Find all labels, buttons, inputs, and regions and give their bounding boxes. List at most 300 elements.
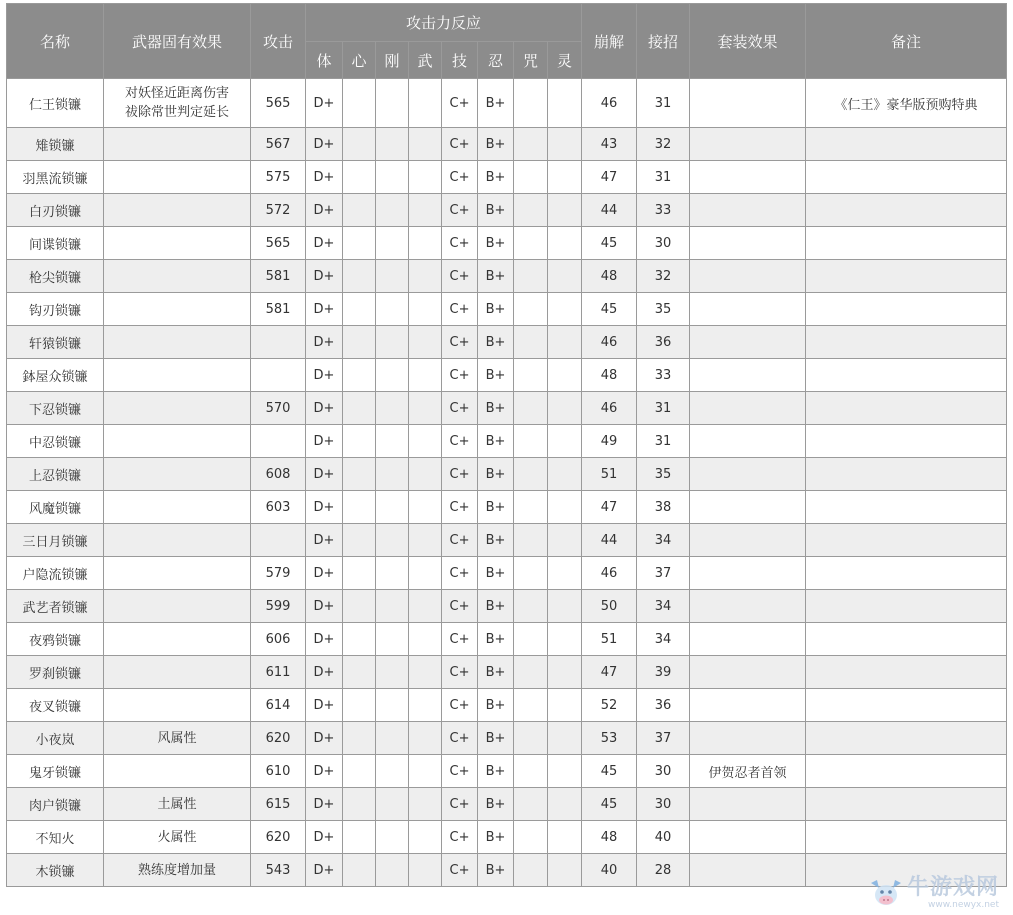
cell-reaction bbox=[548, 524, 582, 557]
cell-reaction bbox=[548, 227, 582, 260]
table-row bbox=[7, 260, 1007, 293]
cell-reaction bbox=[548, 755, 582, 788]
cell-break: 46 bbox=[582, 79, 637, 128]
cell-reaction bbox=[548, 128, 582, 161]
cell-reaction bbox=[343, 293, 376, 326]
cell-attack: 614 bbox=[251, 689, 306, 722]
cell-reaction bbox=[343, 128, 376, 161]
table-row bbox=[7, 491, 1007, 524]
table-row bbox=[7, 293, 1007, 326]
cell-reaction bbox=[514, 590, 548, 623]
cell-reaction: C+ bbox=[442, 260, 478, 293]
cell-reaction: C+ bbox=[442, 854, 478, 887]
table-row bbox=[7, 392, 1007, 425]
cell-note bbox=[806, 524, 1007, 557]
cell-attack: 620 bbox=[251, 722, 306, 755]
cell-parry: 38 bbox=[637, 491, 690, 524]
cell-reaction bbox=[409, 788, 442, 821]
cell-reaction bbox=[376, 590, 409, 623]
cell-parry: 33 bbox=[637, 359, 690, 392]
cell-reaction: D+ bbox=[306, 392, 343, 425]
cell-note bbox=[806, 788, 1007, 821]
cell-reaction bbox=[376, 557, 409, 590]
cell-effect bbox=[104, 623, 251, 656]
cell-effect bbox=[104, 359, 251, 392]
cell-reaction: C+ bbox=[442, 227, 478, 260]
cell-reaction bbox=[409, 722, 442, 755]
table-row bbox=[7, 821, 1007, 854]
cell-effect bbox=[104, 590, 251, 623]
cell-reaction bbox=[548, 623, 582, 656]
header-parry: 接招 bbox=[637, 4, 690, 79]
cell-reaction: B+ bbox=[478, 755, 514, 788]
cell-name: 羽黑流锁镰 bbox=[7, 161, 104, 194]
cell-attack: 608 bbox=[251, 458, 306, 491]
cell-reaction bbox=[514, 788, 548, 821]
cell-set bbox=[690, 590, 806, 623]
cell-parry: 34 bbox=[637, 524, 690, 557]
cell-effect bbox=[104, 524, 251, 557]
header-reaction-spirit: 灵 bbox=[548, 42, 582, 79]
cell-break: 47 bbox=[582, 161, 637, 194]
cell-effect: 土属性 bbox=[104, 788, 251, 821]
cell-reaction bbox=[514, 392, 548, 425]
header-effect: 武器固有效果 bbox=[104, 4, 251, 79]
cell-note bbox=[806, 590, 1007, 623]
cell-reaction bbox=[409, 425, 442, 458]
cell-note bbox=[806, 227, 1007, 260]
cell-reaction bbox=[409, 326, 442, 359]
cell-parry: 31 bbox=[637, 161, 690, 194]
cell-name: 武艺者锁镰 bbox=[7, 590, 104, 623]
cell-reaction: B+ bbox=[478, 326, 514, 359]
table-row bbox=[7, 359, 1007, 392]
cell-effect: 熟练度增加量 bbox=[104, 854, 251, 887]
site-watermark bbox=[867, 873, 1007, 913]
cell-reaction bbox=[343, 788, 376, 821]
table-row bbox=[7, 128, 1007, 161]
cell-break: 49 bbox=[582, 425, 637, 458]
cell-note bbox=[806, 557, 1007, 590]
cell-name: 间谍锁镰 bbox=[7, 227, 104, 260]
cell-reaction bbox=[376, 689, 409, 722]
cell-parry: 34 bbox=[637, 623, 690, 656]
cell-set bbox=[690, 458, 806, 491]
cell-reaction: D+ bbox=[306, 623, 343, 656]
header-reaction-heart: 心 bbox=[343, 42, 376, 79]
table-row bbox=[7, 590, 1007, 623]
cell-reaction bbox=[343, 524, 376, 557]
cell-reaction bbox=[343, 755, 376, 788]
cell-break: 45 bbox=[582, 293, 637, 326]
cell-parry: 35 bbox=[637, 293, 690, 326]
cell-reaction bbox=[343, 425, 376, 458]
cell-name: 夜鸦锁镰 bbox=[7, 623, 104, 656]
cell-break: 46 bbox=[582, 557, 637, 590]
header-note: 备注 bbox=[806, 4, 1007, 79]
cell-reaction: B+ bbox=[478, 524, 514, 557]
cell-break: 48 bbox=[582, 821, 637, 854]
cell-reaction bbox=[376, 656, 409, 689]
cell-attack: 599 bbox=[251, 590, 306, 623]
cell-parry: 30 bbox=[637, 227, 690, 260]
table-row bbox=[7, 788, 1007, 821]
cell-reaction: C+ bbox=[442, 79, 478, 128]
cell-attack: 572 bbox=[251, 194, 306, 227]
table-row bbox=[7, 194, 1007, 227]
cell-note: 《仁王》豪华版预购特典 bbox=[806, 79, 1007, 128]
cell-set bbox=[690, 722, 806, 755]
cell-break: 46 bbox=[582, 326, 637, 359]
cell-set bbox=[690, 425, 806, 458]
cell-effect bbox=[104, 293, 251, 326]
cell-reaction bbox=[409, 590, 442, 623]
table-row bbox=[7, 755, 1007, 788]
cell-reaction: B+ bbox=[478, 491, 514, 524]
cell-note bbox=[806, 491, 1007, 524]
cell-parry: 28 bbox=[637, 854, 690, 887]
cell-attack: 603 bbox=[251, 491, 306, 524]
cell-reaction bbox=[409, 293, 442, 326]
cell-reaction bbox=[409, 821, 442, 854]
cell-reaction bbox=[514, 260, 548, 293]
cell-reaction bbox=[376, 326, 409, 359]
cell-reaction bbox=[376, 293, 409, 326]
cell-note bbox=[806, 458, 1007, 491]
cell-reaction: B+ bbox=[478, 79, 514, 128]
cell-attack bbox=[251, 524, 306, 557]
cell-reaction: D+ bbox=[306, 656, 343, 689]
cell-parry: 40 bbox=[637, 821, 690, 854]
cell-parry: 32 bbox=[637, 128, 690, 161]
cell-reaction: D+ bbox=[306, 293, 343, 326]
cell-reaction bbox=[548, 689, 582, 722]
cell-attack: 575 bbox=[251, 161, 306, 194]
cell-set bbox=[690, 821, 806, 854]
cell-reaction bbox=[376, 79, 409, 128]
cell-note bbox=[806, 128, 1007, 161]
cell-reaction bbox=[514, 524, 548, 557]
cell-name: 罗刹锁镰 bbox=[7, 656, 104, 689]
cell-name: 下忍锁镰 bbox=[7, 392, 104, 425]
cell-reaction: C+ bbox=[442, 821, 478, 854]
cell-note bbox=[806, 326, 1007, 359]
table-body bbox=[7, 79, 1007, 887]
cell-name: 白刃锁镰 bbox=[7, 194, 104, 227]
cell-name: 雉锁镰 bbox=[7, 128, 104, 161]
cell-parry: 36 bbox=[637, 689, 690, 722]
cell-reaction bbox=[409, 557, 442, 590]
cell-reaction bbox=[409, 491, 442, 524]
cell-parry: 30 bbox=[637, 788, 690, 821]
cell-effect bbox=[104, 557, 251, 590]
cell-name: 上忍锁镰 bbox=[7, 458, 104, 491]
table-row bbox=[7, 458, 1007, 491]
cell-reaction: D+ bbox=[306, 491, 343, 524]
cell-reaction: B+ bbox=[478, 293, 514, 326]
header-reaction-skill: 技 bbox=[442, 42, 478, 79]
cell-attack: 579 bbox=[251, 557, 306, 590]
cell-reaction bbox=[548, 557, 582, 590]
cell-parry: 37 bbox=[637, 722, 690, 755]
cell-reaction bbox=[514, 227, 548, 260]
cell-reaction bbox=[409, 260, 442, 293]
cell-reaction: B+ bbox=[478, 128, 514, 161]
cell-attack: 581 bbox=[251, 260, 306, 293]
cell-reaction bbox=[376, 623, 409, 656]
cell-parry: 30 bbox=[637, 755, 690, 788]
cell-reaction bbox=[514, 458, 548, 491]
cell-reaction: D+ bbox=[306, 722, 343, 755]
header-name: 名称 bbox=[7, 4, 104, 79]
cell-set bbox=[690, 854, 806, 887]
cell-reaction bbox=[514, 359, 548, 392]
cell-reaction: D+ bbox=[306, 557, 343, 590]
cell-note bbox=[806, 392, 1007, 425]
cell-reaction bbox=[548, 458, 582, 491]
cell-reaction bbox=[343, 458, 376, 491]
cell-reaction: D+ bbox=[306, 79, 343, 128]
cell-attack: 611 bbox=[251, 656, 306, 689]
cell-reaction bbox=[548, 359, 582, 392]
cell-reaction bbox=[548, 788, 582, 821]
header-set: 套装效果 bbox=[690, 4, 806, 79]
cell-reaction bbox=[343, 227, 376, 260]
cell-set bbox=[690, 260, 806, 293]
cell-set bbox=[690, 656, 806, 689]
cell-name: 枪尖锁镰 bbox=[7, 260, 104, 293]
cell-set bbox=[690, 79, 806, 128]
cow-logo-icon bbox=[867, 875, 905, 911]
cell-reaction bbox=[376, 854, 409, 887]
cell-reaction: B+ bbox=[478, 392, 514, 425]
cell-reaction bbox=[514, 425, 548, 458]
cell-reaction bbox=[409, 656, 442, 689]
table-row bbox=[7, 227, 1007, 260]
cell-reaction bbox=[343, 79, 376, 128]
cell-reaction bbox=[409, 79, 442, 128]
header-reaction-magic: 咒 bbox=[514, 42, 548, 79]
cell-effect bbox=[104, 689, 251, 722]
cell-set bbox=[690, 623, 806, 656]
cell-effect bbox=[104, 194, 251, 227]
cell-break: 40 bbox=[582, 854, 637, 887]
cell-reaction bbox=[376, 128, 409, 161]
cell-reaction: C+ bbox=[442, 491, 478, 524]
cell-reaction bbox=[548, 491, 582, 524]
cell-reaction bbox=[548, 425, 582, 458]
cell-reaction: C+ bbox=[442, 425, 478, 458]
cell-break: 45 bbox=[582, 788, 637, 821]
cell-reaction: B+ bbox=[478, 788, 514, 821]
cell-reaction: D+ bbox=[306, 821, 343, 854]
cell-break: 50 bbox=[582, 590, 637, 623]
cell-set bbox=[690, 491, 806, 524]
cell-reaction: C+ bbox=[442, 359, 478, 392]
cell-reaction bbox=[376, 392, 409, 425]
cell-reaction: D+ bbox=[306, 524, 343, 557]
cell-reaction bbox=[409, 854, 442, 887]
cell-reaction bbox=[514, 557, 548, 590]
header-reaction-strength: 刚 bbox=[376, 42, 409, 79]
cell-reaction bbox=[514, 194, 548, 227]
cell-reaction bbox=[514, 623, 548, 656]
cell-set bbox=[690, 293, 806, 326]
cell-reaction: B+ bbox=[478, 194, 514, 227]
cell-reaction bbox=[376, 821, 409, 854]
cell-reaction bbox=[514, 79, 548, 128]
cell-note bbox=[806, 623, 1007, 656]
cell-parry: 37 bbox=[637, 557, 690, 590]
cell-attack: 581 bbox=[251, 293, 306, 326]
header-reaction-group: 攻击力反应 bbox=[306, 4, 582, 42]
cell-note bbox=[806, 425, 1007, 458]
cell-reaction bbox=[514, 755, 548, 788]
cell-reaction: D+ bbox=[306, 854, 343, 887]
header-reaction-ninja: 忍 bbox=[478, 42, 514, 79]
cell-reaction: B+ bbox=[478, 458, 514, 491]
cell-reaction bbox=[376, 161, 409, 194]
table-row bbox=[7, 623, 1007, 656]
cell-effect: 火属性 bbox=[104, 821, 251, 854]
cell-reaction bbox=[343, 590, 376, 623]
cell-effect bbox=[104, 128, 251, 161]
cell-effect bbox=[104, 227, 251, 260]
cell-set bbox=[690, 227, 806, 260]
cell-effect bbox=[104, 260, 251, 293]
cell-name: 木锁镰 bbox=[7, 854, 104, 887]
header-attack: 攻击 bbox=[251, 4, 306, 79]
cell-name: 风魔锁镰 bbox=[7, 491, 104, 524]
cell-name: 三日月锁镰 bbox=[7, 524, 104, 557]
cell-reaction bbox=[343, 260, 376, 293]
cell-reaction bbox=[514, 491, 548, 524]
cell-reaction bbox=[376, 491, 409, 524]
cell-reaction bbox=[409, 689, 442, 722]
cell-set bbox=[690, 194, 806, 227]
cell-reaction bbox=[409, 194, 442, 227]
cell-reaction bbox=[409, 392, 442, 425]
cell-reaction bbox=[376, 722, 409, 755]
cell-reaction bbox=[409, 227, 442, 260]
cell-name: 户隐流锁镰 bbox=[7, 557, 104, 590]
cell-attack: 565 bbox=[251, 79, 306, 128]
header-break: 崩解 bbox=[582, 4, 637, 79]
cell-reaction: C+ bbox=[442, 161, 478, 194]
cell-reaction bbox=[343, 623, 376, 656]
cell-reaction bbox=[548, 326, 582, 359]
table-row bbox=[7, 79, 1007, 128]
cell-reaction bbox=[376, 788, 409, 821]
cell-set bbox=[690, 392, 806, 425]
cell-reaction bbox=[376, 194, 409, 227]
cell-reaction bbox=[514, 821, 548, 854]
cell-name: 钩刃锁镰 bbox=[7, 293, 104, 326]
cell-reaction: D+ bbox=[306, 755, 343, 788]
table-row bbox=[7, 854, 1007, 887]
watermark-text: 牛游戏网 bbox=[907, 875, 1000, 900]
header-reaction-martial: 武 bbox=[409, 42, 442, 79]
cell-set bbox=[690, 557, 806, 590]
cell-name: 不知火 bbox=[7, 821, 104, 854]
cell-reaction: D+ bbox=[306, 689, 343, 722]
cell-reaction: C+ bbox=[442, 689, 478, 722]
cell-note bbox=[806, 689, 1007, 722]
cell-break: 53 bbox=[582, 722, 637, 755]
cell-note bbox=[806, 161, 1007, 194]
cell-break: 48 bbox=[582, 359, 637, 392]
table-row bbox=[7, 326, 1007, 359]
cell-parry: 31 bbox=[637, 425, 690, 458]
cell-set bbox=[690, 689, 806, 722]
cell-name: 夜叉锁镰 bbox=[7, 689, 104, 722]
cell-parry: 31 bbox=[637, 392, 690, 425]
cell-reaction: C+ bbox=[442, 524, 478, 557]
cell-reaction: D+ bbox=[306, 359, 343, 392]
cell-name: 肉户锁镰 bbox=[7, 788, 104, 821]
cell-name: 仁王锁镰 bbox=[7, 79, 104, 128]
cell-note bbox=[806, 755, 1007, 788]
cell-reaction: B+ bbox=[478, 689, 514, 722]
cell-reaction bbox=[343, 161, 376, 194]
cell-name: 鬼牙锁镰 bbox=[7, 755, 104, 788]
watermark-url: www.newyx.net bbox=[928, 900, 1000, 910]
cell-reaction bbox=[343, 854, 376, 887]
cell-reaction: D+ bbox=[306, 425, 343, 458]
cell-reaction: D+ bbox=[306, 326, 343, 359]
cell-reaction bbox=[343, 326, 376, 359]
cell-reaction: D+ bbox=[306, 194, 343, 227]
cell-set bbox=[690, 326, 806, 359]
cell-set bbox=[690, 128, 806, 161]
cell-reaction: B+ bbox=[478, 590, 514, 623]
cell-break: 45 bbox=[582, 755, 637, 788]
cell-reaction: B+ bbox=[478, 359, 514, 392]
table-row bbox=[7, 689, 1007, 722]
cell-reaction: B+ bbox=[478, 260, 514, 293]
cell-set bbox=[690, 359, 806, 392]
header-reaction-body: 体 bbox=[306, 42, 343, 79]
table-row bbox=[7, 557, 1007, 590]
cell-reaction bbox=[343, 194, 376, 227]
cell-parry: 33 bbox=[637, 194, 690, 227]
cell-set bbox=[690, 161, 806, 194]
cell-effect: 对妖怪近距离伤害 祓除常世判定延长 bbox=[104, 79, 251, 128]
cell-reaction: B+ bbox=[478, 161, 514, 194]
cell-reaction bbox=[409, 524, 442, 557]
cell-effect bbox=[104, 392, 251, 425]
cell-attack: 610 bbox=[251, 755, 306, 788]
cell-note bbox=[806, 293, 1007, 326]
cell-reaction: B+ bbox=[478, 722, 514, 755]
cell-break: 45 bbox=[582, 227, 637, 260]
cell-effect bbox=[104, 161, 251, 194]
cell-reaction bbox=[548, 656, 582, 689]
cell-break: 48 bbox=[582, 260, 637, 293]
cell-parry: 35 bbox=[637, 458, 690, 491]
cell-reaction bbox=[376, 227, 409, 260]
cell-reaction bbox=[376, 524, 409, 557]
cell-name: 鉢屋众锁镰 bbox=[7, 359, 104, 392]
cell-parry: 32 bbox=[637, 260, 690, 293]
cell-reaction bbox=[409, 161, 442, 194]
cell-reaction bbox=[376, 260, 409, 293]
cell-reaction bbox=[376, 359, 409, 392]
cell-reaction: C+ bbox=[442, 194, 478, 227]
cell-effect bbox=[104, 491, 251, 524]
cell-effect bbox=[104, 458, 251, 491]
cell-reaction bbox=[548, 722, 582, 755]
